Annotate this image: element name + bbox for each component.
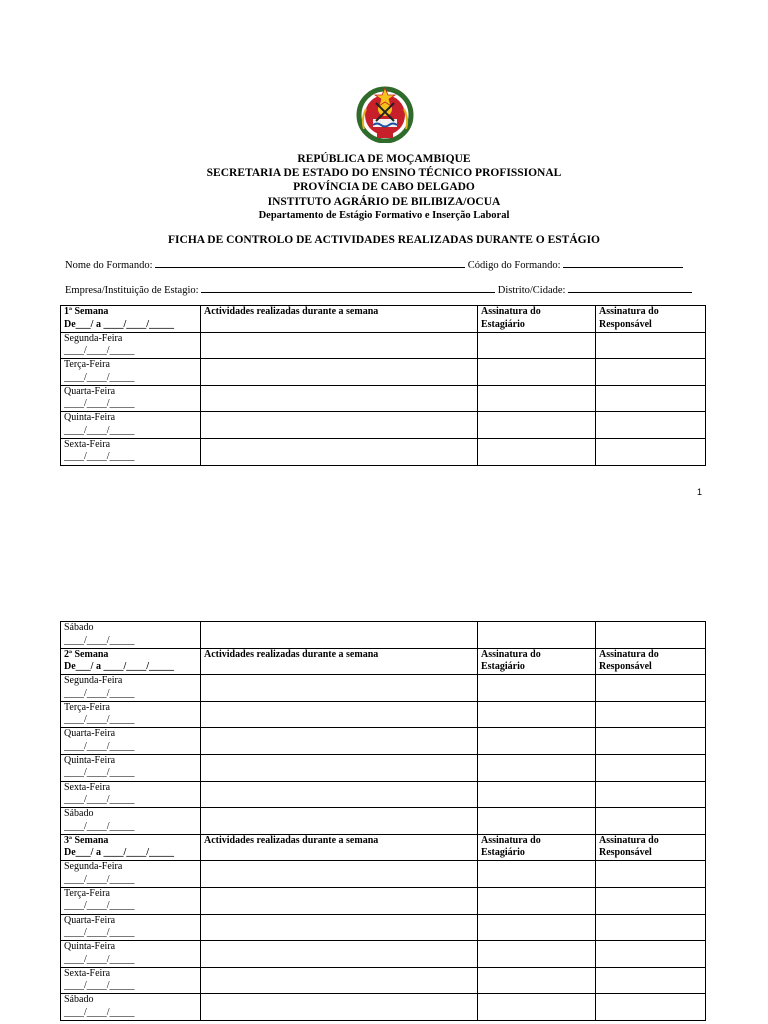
document-header xyxy=(0,152,768,223)
week-header-row xyxy=(61,306,706,333)
activities-cell[interactable] xyxy=(201,701,478,728)
week-label-cell: 3ª Semana De___/ a ____/____/_____ xyxy=(61,834,201,861)
table-row xyxy=(61,941,706,968)
trainee-signature-cell[interactable] xyxy=(478,728,596,755)
day-cell: Terça-Feira ____/____/_____ xyxy=(61,359,201,386)
header-department: Departamento de Estágio Formativo e Inserção Laboral xyxy=(258,209,510,221)
responsible-signature-cell[interactable] xyxy=(596,359,706,386)
day-cell: Quarta-Feira ____/____/_____ xyxy=(61,728,201,755)
week-label-cell: 2ª Semana De___/ a ____/____/_____ xyxy=(61,648,201,675)
codigo-field[interactable] xyxy=(563,257,683,268)
trainee-signature-cell[interactable] xyxy=(478,887,596,914)
table-row xyxy=(61,438,706,465)
table-row xyxy=(61,701,706,728)
trainee-signature-cell[interactable] xyxy=(478,994,596,1021)
activities-cell[interactable] xyxy=(201,808,478,835)
trainee-signature-header: Assinatura do Estagiário xyxy=(478,648,596,675)
activities-cell[interactable] xyxy=(201,359,478,386)
responsible-signature-cell[interactable] xyxy=(596,941,706,968)
coat-of-arms-emblem xyxy=(356,85,414,143)
responsible-signature-cell[interactable] xyxy=(596,675,706,702)
day-cell: Terça-Feira ____/____/_____ xyxy=(61,701,201,728)
activities-header: Actividades realizadas durante a semana xyxy=(201,834,478,861)
responsible-signature-cell[interactable] xyxy=(596,754,706,781)
weeks-2-3-table xyxy=(60,621,706,1021)
responsible-signature-cell[interactable] xyxy=(596,994,706,1021)
responsible-signature-cell[interactable] xyxy=(596,385,706,412)
responsible-signature-header: Assinatura do Responsável xyxy=(596,648,706,675)
trainee-signature-header: Assinatura do Estagiário xyxy=(478,834,596,861)
day-cell: Quarta-Feira ____/____/_____ xyxy=(61,914,201,941)
activities-cell[interactable] xyxy=(201,438,478,465)
trainee-signature-cell[interactable] xyxy=(478,781,596,808)
header-province: PROVÍNCIA DE CABO DELGADO xyxy=(293,181,475,194)
day-cell: Sexta-Feira ____/____/_____ xyxy=(61,967,201,994)
activities-cell[interactable] xyxy=(201,887,478,914)
day-cell: Quarta-Feira ____/____/_____ xyxy=(61,385,201,412)
trainee-signature-cell[interactable] xyxy=(478,675,596,702)
nome-label: Nome do Formando: xyxy=(65,260,153,271)
activities-cell[interactable] xyxy=(201,728,478,755)
table-row xyxy=(61,781,706,808)
day-cell: Sexta-Feira ____/____/_____ xyxy=(61,781,201,808)
codigo-label: Código do Formando: xyxy=(467,260,561,271)
trainee-signature-cell[interactable] xyxy=(478,861,596,888)
responsible-signature-cell[interactable] xyxy=(596,808,706,835)
responsible-signature-cell[interactable] xyxy=(596,622,706,649)
week-label-cell: 1ª Semana De___/ a ____/____/_____ xyxy=(61,306,201,333)
table-row xyxy=(61,412,706,439)
day-cell: Segunda-Feira ____/____/_____ xyxy=(61,861,201,888)
trainee-signature-cell[interactable] xyxy=(478,914,596,941)
activities-cell[interactable] xyxy=(201,385,478,412)
activities-cell[interactable] xyxy=(201,622,478,649)
responsible-signature-cell[interactable] xyxy=(596,438,706,465)
distrito-label: Distrito/Cidade: xyxy=(497,285,566,296)
activities-cell[interactable] xyxy=(201,332,478,359)
trainee-signature-cell[interactable] xyxy=(478,622,596,649)
day-cell: Sábado ____/____/_____ xyxy=(61,994,201,1021)
responsible-signature-header: Assinatura do Responsável xyxy=(596,306,706,333)
table-row xyxy=(61,887,706,914)
activities-cell[interactable] xyxy=(201,781,478,808)
table-row xyxy=(61,675,706,702)
week-header-row xyxy=(61,834,706,861)
trainee-signature-cell[interactable] xyxy=(478,808,596,835)
form-title: FICHA DE CONTROLO DE ACTIVIDADES REALIZADAS DURANTE O ESTÁGIO xyxy=(168,234,600,246)
company-fields-row xyxy=(65,282,692,296)
responsible-signature-cell[interactable] xyxy=(596,701,706,728)
responsible-signature-cell[interactable] xyxy=(596,914,706,941)
table-row xyxy=(61,808,706,835)
trainee-signature-cell[interactable] xyxy=(478,438,596,465)
header-secretaria: SECRETARIA DE ESTADO DO ENSINO TÉCNICO PROFISSIONAL xyxy=(206,167,562,180)
table-row xyxy=(61,994,706,1021)
trainee-signature-cell[interactable] xyxy=(478,967,596,994)
responsible-signature-cell[interactable] xyxy=(596,412,706,439)
responsible-signature-cell[interactable] xyxy=(596,967,706,994)
trainee-signature-cell[interactable] xyxy=(478,412,596,439)
table-row xyxy=(61,622,706,649)
empresa-field[interactable] xyxy=(201,282,495,293)
page-number: 1 xyxy=(697,487,703,497)
trainee-signature-cell[interactable] xyxy=(478,359,596,386)
activities-header: Actividades realizadas durante a semana xyxy=(201,306,478,333)
distrito-field[interactable] xyxy=(568,282,692,293)
day-cell: Quinta-Feira ____/____/_____ xyxy=(61,941,201,968)
trainee-signature-cell[interactable] xyxy=(478,941,596,968)
table-row xyxy=(61,861,706,888)
header-institute: INSTITUTO AGRÁRIO DE BILIBIZA/OCUA xyxy=(267,195,501,208)
responsible-signature-cell[interactable] xyxy=(596,861,706,888)
week-1-table xyxy=(60,305,706,466)
activities-cell[interactable] xyxy=(201,412,478,439)
activities-header: Actividades realizadas durante a semana xyxy=(201,648,478,675)
trainee-signature-cell[interactable] xyxy=(478,385,596,412)
header-republic: REPÚBLICA DE MOÇAMBIQUE xyxy=(297,153,471,165)
responsible-signature-cell[interactable] xyxy=(596,332,706,359)
table-row xyxy=(61,728,706,755)
day-cell: Quinta-Feira ____/____/_____ xyxy=(61,754,201,781)
trainee-signature-cell[interactable] xyxy=(478,701,596,728)
table-row xyxy=(61,359,706,386)
day-cell: Sexta-Feira ____/____/_____ xyxy=(61,438,201,465)
activities-cell[interactable] xyxy=(201,914,478,941)
table-row xyxy=(61,385,706,412)
responsible-signature-cell[interactable] xyxy=(596,781,706,808)
week-header-row xyxy=(61,648,706,675)
day-cell: Sábado ____/____/_____ xyxy=(61,622,201,649)
empresa-label: Empresa/Instituição de Estagio: xyxy=(65,285,199,296)
day-cell: Segunda-Feira ____/____/_____ xyxy=(61,332,201,359)
trainee-fields-row xyxy=(65,257,683,271)
table-row xyxy=(61,914,706,941)
responsible-signature-header: Assinatura do Responsável xyxy=(596,834,706,861)
activities-cell[interactable] xyxy=(201,675,478,702)
day-cell: Quinta-Feira ____/____/_____ xyxy=(61,412,201,439)
responsible-signature-cell[interactable] xyxy=(596,728,706,755)
trainee-signature-cell[interactable] xyxy=(478,332,596,359)
trainee-signature-header: Assinatura do Estagiário xyxy=(478,306,596,333)
table-row xyxy=(61,332,706,359)
activities-cell[interactable] xyxy=(201,941,478,968)
nome-field[interactable] xyxy=(155,257,465,268)
trainee-signature-cell[interactable] xyxy=(478,754,596,781)
table-row xyxy=(61,967,706,994)
day-cell: Sábado ____/____/_____ xyxy=(61,808,201,835)
activities-cell[interactable] xyxy=(201,754,478,781)
responsible-signature-cell[interactable] xyxy=(596,887,706,914)
activities-cell[interactable] xyxy=(201,861,478,888)
day-cell: Segunda-Feira ____/____/_____ xyxy=(61,675,201,702)
table-row xyxy=(61,754,706,781)
day-cell: Terça-Feira ____/____/_____ xyxy=(61,887,201,914)
activities-cell[interactable] xyxy=(201,994,478,1021)
activities-cell[interactable] xyxy=(201,967,478,994)
